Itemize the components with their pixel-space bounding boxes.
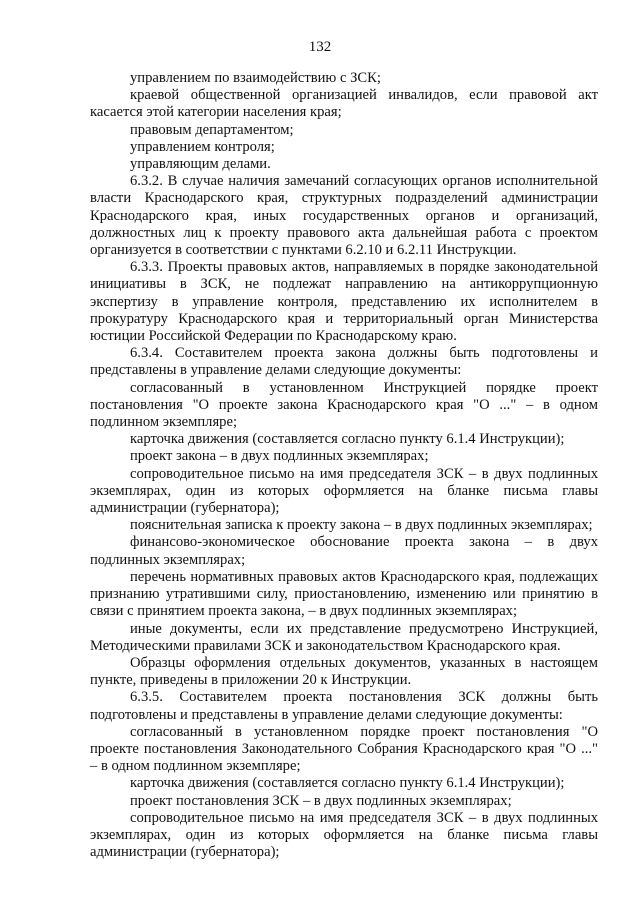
paragraph: правовым департаментом; [130, 121, 294, 138]
paragraph: согласованный в установленном Инструкцией порядке проект постановления "О проекте закона Краснодарского края "О ..." – в одном подлинном экземпляре; [90, 379, 598, 431]
paragraph: управлением контроля; [130, 138, 275, 155]
paragraph-section-6-3-3: 6.3.3. Проекты правовых актов, направляемых в порядке законодательной инициативы в ЗСК, не подлежат направлению на антикоррупционную экспертизу в управление контроля, представлению их исполнителем в прокуратуру Краснодарского края и территориальный орган Министерства юстиции Российской Федерации по Краснодарскому краю. [90, 259, 598, 345]
paragraph: пояснительная записка к проекту закона – в двух подлинных экземплярах; [130, 517, 593, 534]
paragraph: управлением по взаимодействию с ЗСК; [130, 70, 381, 86]
paragraph: проект постановления ЗСК – в двух подлинных экземплярах; [130, 792, 512, 809]
document-body [90, 70, 598, 861]
paragraph: проект закона – в двух подлинных экземплярах; [130, 448, 429, 465]
paragraph: карточка движения (составляется согласно пункту 6.1.4 Инструкции); [130, 775, 565, 792]
paragraph: краевой общественной организацией инвалидов, если правовой акт касается этой категории населения края; [90, 87, 598, 121]
paragraph: Образцы оформления отдельных документов, указанных в настоящем пункте, приведены в приложении 20 к Инструкции. [90, 654, 598, 689]
paragraph: сопроводительное письмо на имя председателя ЗСК – в двух подлинных экземплярах, один из которых оформляется на бланке письма главы администрации (губернатора); [90, 465, 598, 517]
page-number: 132 [308, 39, 332, 55]
paragraph: согласованный в установленном порядке проект постановления "О проекте постановления Законодательного Собрания Краснодарского края "О ..." – в одном подлинном экземпляре; [90, 723, 598, 775]
paragraph: карточка движения (составляется согласно пункту 6.1.4 Инструкции); [130, 431, 565, 448]
paragraph: сопроводительное письмо на имя председателя ЗСК – в двух подлинных экземплярах, один из которых оформляется на бланке письма главы администрации (губернатора); [90, 809, 598, 861]
paragraph-section-6-3-4: 6.3.4. Составителем проекта закона должны быть подготовлены и представлены в управление делами следующие документы: [90, 345, 598, 379]
paragraph: управляющим делами. [130, 156, 271, 173]
paragraph: иные документы, если их представление предусмотрено Инструкцией, Методическими правилами ЗСК и законодательством Краснодарского края. [90, 620, 598, 654]
paragraph: финансово-экономическое обоснование проекта закона – в двух подлинных экземплярах; [90, 534, 598, 568]
paragraph-section-6-3-5: 6.3.5. Составителем проекта постановления ЗСК должны быть подготовлены и представлены в управление делами следующие документы: [90, 689, 598, 723]
paragraph: перечень нормативных правовых актов Краснодарского края, подлежащих признанию утратившими силу, приостановлению, изменению или принятию в связи с принятием проекта закона, – в двух подлинных экземплярах; [90, 568, 598, 620]
paragraph-section-6-3-2: 6.3.2. В случае наличия замечаний согласующих органов исполнительной власти Краснодарского края, структурных подразделений администрации Краснодарского края, иных государственных органов и организаций, должностных лиц к проекту правового акта дальнейшая работа с проектом организуется в соответствии с пунктами 6.2.10 и 6.2.11 Инструкции. [90, 173, 598, 259]
